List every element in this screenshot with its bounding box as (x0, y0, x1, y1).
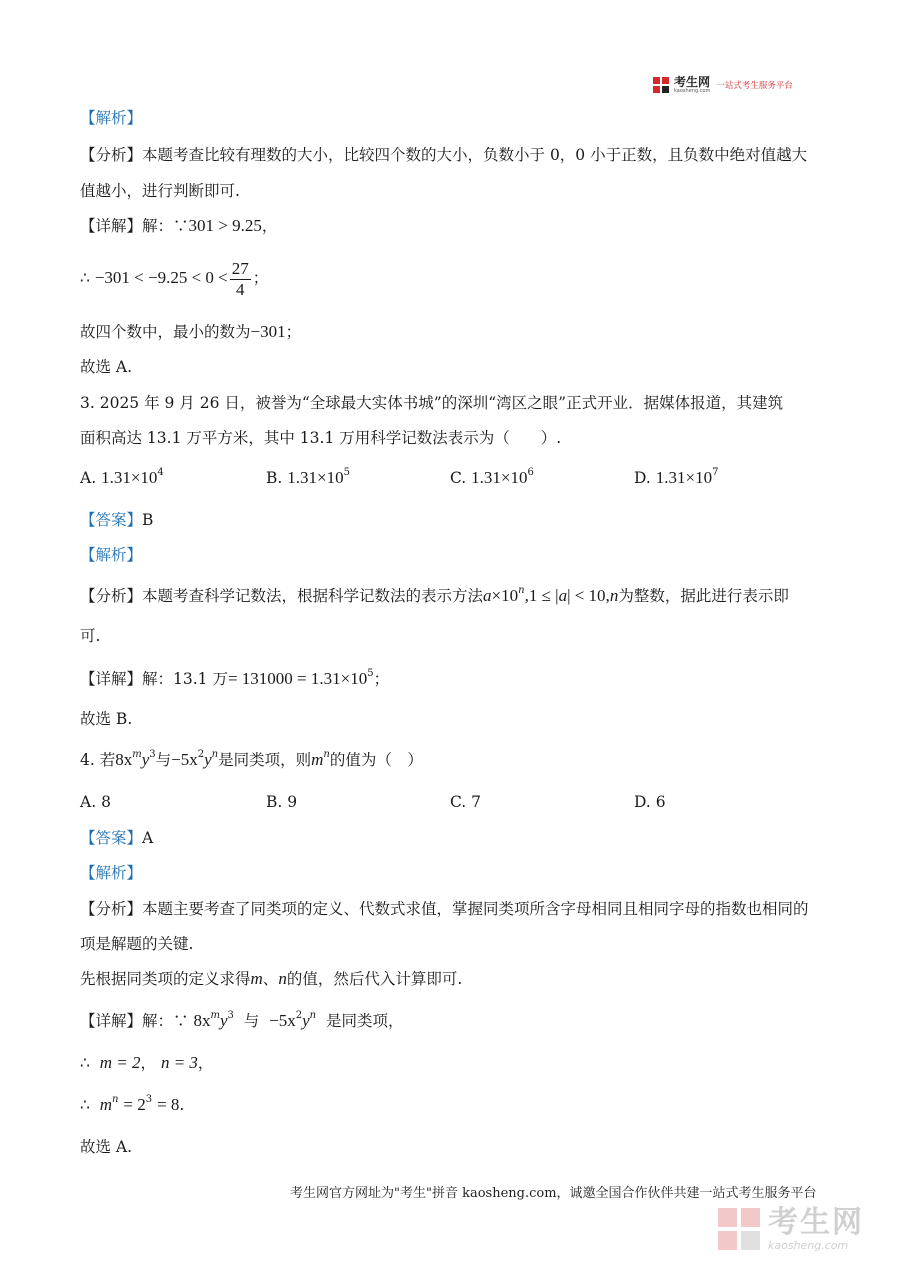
q4-fenxi-line3 (80, 968, 462, 990)
q3-xiangjie-post: ； (373, 670, 390, 688)
option-value: 1.31×10 (655, 468, 713, 487)
q4-step2-exp-3: 3 (145, 1094, 153, 1105)
q4-step2-m: m (99, 1095, 113, 1114)
q2-conclusion-pre: 故四个数中，最小的数为 (80, 323, 251, 341)
option-value: 1.31×10 (101, 468, 158, 487)
option-value: 8 (101, 793, 111, 811)
q4-stem-post1: 是同类项，则 (218, 751, 312, 769)
q4-term1-exp-3: 3 (149, 749, 156, 760)
watermark (716, 1202, 876, 1256)
math-var-n: n (609, 586, 619, 605)
q4-step2-exp-n: n (112, 1094, 119, 1105)
q3-daan-tag: 【答案】 (80, 511, 143, 529)
watermark-text (768, 1204, 864, 1252)
q3-xiangjie-tag: 【详解】 (80, 670, 143, 688)
option-letter: B. (266, 793, 283, 811)
q4-step2 (80, 1094, 184, 1116)
footer-text: 考生网官方网址为"考生"拼音 kaosheng.com，诚邀全国合作伙伴共建一站式考生服务平台 (290, 1186, 817, 1201)
q4-fenxi-line2: 项是解题的关键. (80, 935, 194, 953)
q4-option-c (450, 791, 481, 813)
q4-stem-post2: 的值为（ ） (329, 751, 423, 769)
math-var-a: a (483, 586, 492, 605)
watermark-site: kaosheng.com (768, 1238, 849, 1252)
q4-step2-end: . (179, 1096, 185, 1114)
logo-name: 考生网 (674, 75, 711, 89)
option-letter: C. (450, 793, 467, 811)
q4-xiangjie-post: 是同类项， (325, 1012, 404, 1030)
q4-fenxi-l3-m: m (250, 969, 263, 988)
therefore-symbol: ∴ (80, 1054, 90, 1072)
q3-fenxi-line2: 可. (80, 627, 101, 645)
option-letter: C. (450, 469, 467, 487)
therefore-symbol: ∴ (80, 269, 90, 287)
q4-step1-m: m = 2 (99, 1053, 141, 1072)
math-range-end: | < 10, (567, 586, 610, 605)
kaosheng-logo-icon (652, 76, 670, 94)
q4-xiangjie-pre: 解：∵ (142, 1012, 189, 1030)
q4-term1-exp-m: m (132, 749, 142, 760)
logo-text (674, 76, 710, 94)
q3-jiexi-label: 【解析】 (80, 546, 143, 564)
q3-fenxi-pre: 本题考查科学记数法，根据科学记数法的表示方法 (142, 587, 484, 605)
q3-option-b (266, 467, 350, 489)
q2-fenxi-line2: 值越小，进行判断即可. (80, 182, 240, 200)
option-exponent: 7 (712, 467, 719, 478)
q4-term2-y: y (204, 750, 212, 769)
option-letter: A. (80, 469, 97, 487)
q3-answer: 故选 B. (80, 710, 133, 728)
q3-option-d (634, 467, 718, 489)
q4-xj-term1-coef: 8x (193, 1011, 211, 1030)
q4-fenxi-l3-pre: 先根据同类项的定义求得 (80, 970, 251, 988)
q4-daan: A (142, 829, 154, 847)
q4-fenxi-tag: 【分析】 (80, 900, 143, 918)
q4-step1-post: ， (197, 1054, 214, 1072)
because-symbol: ∵ (173, 217, 189, 235)
watermark-name: 考生网 (768, 1204, 864, 1240)
q4-stem-mid: 与 (155, 751, 172, 769)
q4-stem-pre: 4. 若 (80, 751, 116, 769)
q4-xj-term1-exp-m: m (210, 1010, 220, 1021)
q3-daan-line (80, 509, 153, 531)
option-value: 9 (287, 793, 298, 811)
q4-xiangjie-line (80, 1010, 403, 1032)
q2-conclusion-post: ； (285, 323, 302, 341)
q2-xiangjie-post: ， (261, 217, 278, 235)
option-letter: D. (634, 469, 651, 487)
q4-stem (80, 749, 423, 771)
watermark-logo-icon (716, 1206, 762, 1252)
q2-fraction (230, 259, 251, 300)
q4-step1 (80, 1052, 213, 1074)
q2-fraction-denominator: 4 (236, 279, 245, 299)
q4-step2-mid: = 2 (123, 1095, 146, 1114)
option-letter: A. (80, 793, 97, 811)
q4-fenxi-l3-n: n (278, 969, 287, 988)
q4-xiangjie-tag: 【详解】 (80, 1012, 143, 1030)
q3-xiangjie-exp: 5 (367, 668, 374, 679)
q2-inequality-line (80, 258, 268, 300)
q4-stem-m: m (311, 750, 324, 769)
q3-option-c (450, 467, 534, 489)
q3-fenxi-post: 为整数，据此进行表示即 (618, 587, 789, 605)
option-letter: D. (634, 793, 651, 811)
q3-xiangjie-pre: 解：13.1 万 (142, 670, 228, 688)
q2-xiangjie-pre: 解： (142, 217, 174, 235)
q4-xj-term2-coef: −5x (269, 1011, 296, 1030)
q4-xj-term2-y: y (302, 1011, 310, 1030)
q4-answer: 故选 A. (80, 1138, 133, 1156)
q4-xj-term2-exp-2: 2 (295, 1010, 303, 1021)
logo-site: kaosheng.com (674, 88, 711, 94)
q3-stem-line1: 3. 2025 年 9 月 26 日，被誉为“全球最大实体书城”的深圳“湾区之眼”正式开业．据媒体报道，其建筑 (80, 394, 784, 412)
q4-step1-sep: ， (140, 1054, 156, 1072)
option-value: 1.31×10 (287, 468, 344, 487)
option-exponent: 4 (157, 467, 164, 478)
q4-option-b (266, 791, 297, 813)
q4-fenxi-text1: 本题主要考查了同类项的定义、代数式求值，掌握同类项所含字母相同且相同字母的指数也相同的 (142, 900, 809, 918)
q2-xiangjie-tag: 【详解】 (80, 217, 143, 235)
q4-xj-term2-exp-n: n (309, 1010, 317, 1021)
q3-fenxi-line1 (80, 585, 789, 607)
header-logo (652, 72, 822, 98)
q4-xj-term1-exp-3: 3 (227, 1010, 234, 1021)
math-times-ten: ×10 (491, 586, 519, 605)
q3-option-a (80, 467, 164, 489)
q4-term2-coef: −5x (171, 750, 198, 769)
q2-xiangjie-line (80, 215, 277, 237)
q4-term2-exp-n: n (211, 749, 219, 760)
option-letter: B. (266, 469, 283, 487)
q4-fenxi-l3-sep: 、 (262, 970, 279, 988)
math-var-a2: a (558, 586, 568, 605)
q4-term1-y: y (141, 750, 150, 769)
therefore-symbol: ∴ (80, 1096, 90, 1114)
option-value: 6 (655, 793, 666, 811)
option-value: 7 (471, 793, 482, 811)
q4-daan-tag: 【答案】 (80, 829, 143, 847)
q4-fenxi-l3-post: 的值，然后代入计算即可. (286, 970, 463, 988)
q2-fraction-numerator: 27 (231, 258, 249, 278)
q4-xiangjie-mid: 与 (243, 1012, 260, 1030)
q4-fenxi-line1 (80, 898, 809, 920)
q4-option-d (634, 791, 666, 813)
q4-stem-m-exp: n (323, 749, 330, 760)
option-value: 1.31×10 (471, 468, 528, 487)
q4-jiexi-label: 【解析】 (80, 864, 143, 882)
q2-answer: 故选 A. (80, 358, 133, 376)
option-exponent: 5 (343, 467, 350, 478)
q2-conclusion-math: −301 (250, 322, 286, 341)
q4-step1-n: n = 3 (160, 1053, 198, 1072)
q2-fenxi-text1: 本题考查比较有理数的大小，比较四个数的大小，负数小于 0，0 小于正数，且负数中绝对值越大 (142, 146, 808, 164)
q2-ineq-post: ； (252, 269, 269, 287)
q3-stem-line2: 面积高达 13.1 万平方米，其中 13.1 万用科学记数法表示为（ ）. (80, 429, 562, 447)
q4-term2-exp-2: 2 (197, 749, 205, 760)
q2-fenxi-line1 (80, 144, 807, 166)
q2-inequality: −301 < −9.25 < 0 < (94, 268, 228, 287)
option-exponent: 6 (527, 467, 534, 478)
q2-conclusion-line (80, 321, 301, 343)
logo-slogan: 一站式考生服务平台 (716, 81, 793, 91)
q3-xiangjie-line (80, 668, 389, 690)
q3-xiangjie-math: = 131000 = 1.31×10 (227, 669, 368, 688)
q2-xiangjie-math: 301 > 9.25 (188, 216, 262, 235)
q2-fenxi-tag: 【分析】 (80, 146, 143, 164)
q4-step2-result: = 8 (157, 1095, 180, 1114)
q4-option-a (80, 791, 111, 813)
math-range-start: ,1 ≤ | (524, 586, 559, 605)
q4-term1-coef: 8x (115, 750, 133, 769)
q4-xj-term1-y: y (219, 1011, 228, 1030)
math-exp-n: n (518, 585, 525, 596)
q2-jiexi-label: 【解析】 (80, 109, 143, 127)
q4-daan-line (80, 827, 153, 849)
q3-daan: B (142, 511, 154, 529)
q3-fenxi-tag: 【分析】 (80, 587, 143, 605)
